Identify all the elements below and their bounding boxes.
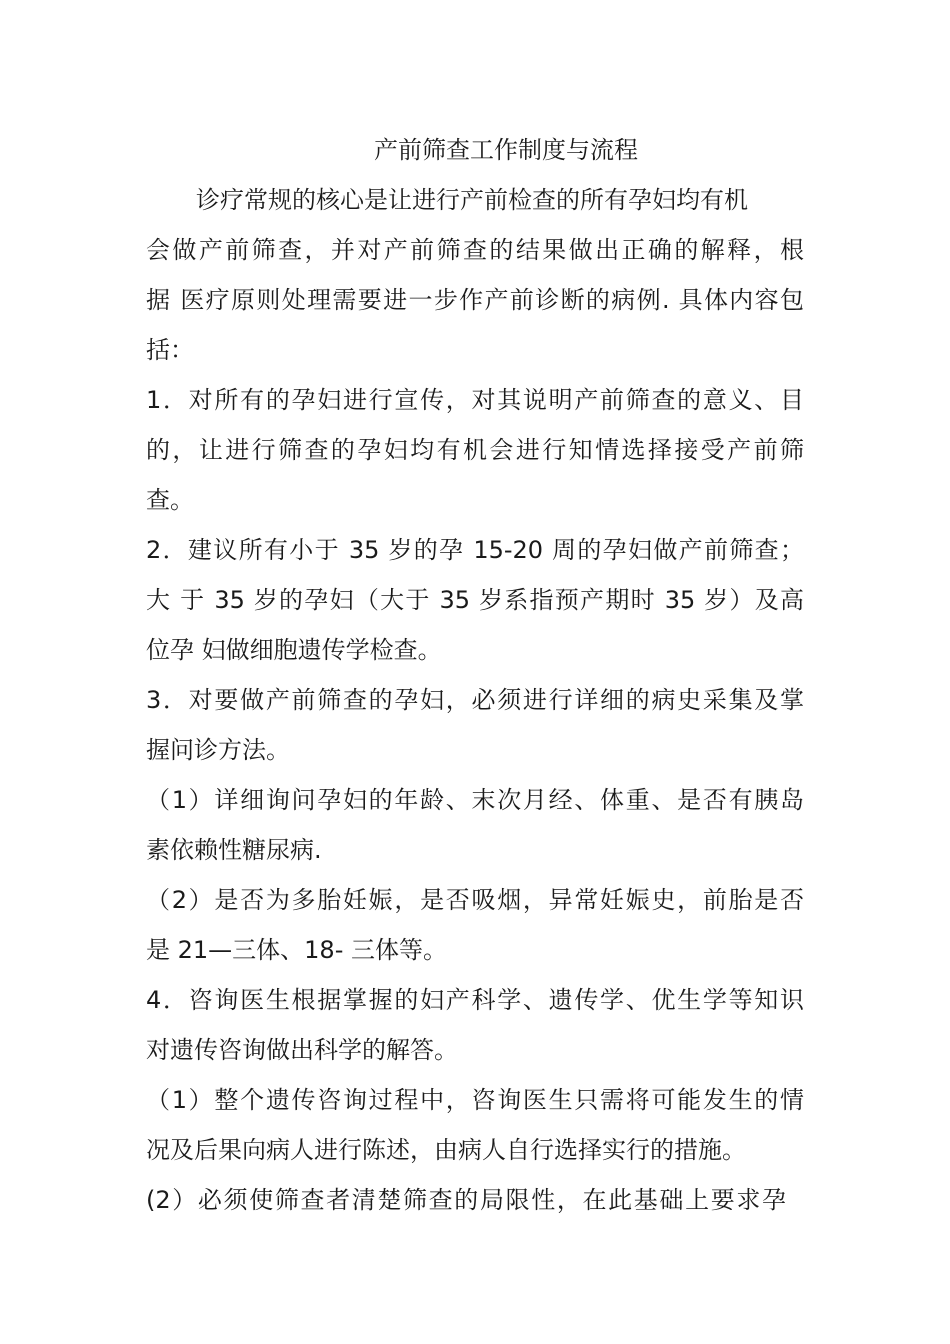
body-line-1: 诊疗常规的核心是让进行产前检查的所有孕妇均有机 xyxy=(196,186,748,214)
list-item-1-line-3: 查。 xyxy=(146,486,194,514)
body-line-3: 据 医疗原则处理需要进一步作产前诊断的病例. 具体内容包 xyxy=(146,286,804,314)
body-line-4: 括： xyxy=(146,336,194,364)
sub-item-4-1-line-1: （1）整个遗传咨询过程中，咨询医生只需将可能发生的情 xyxy=(146,1086,804,1114)
list-item-1-line-2: 的，让进行筛查的孕妇均有机会进行知情选择接受产前筛 xyxy=(146,436,804,464)
sub-item-3-2-line-2: 是 21—三体、18- 三体等。 xyxy=(146,936,447,964)
list-item-3-line-2: 握问诊方法。 xyxy=(146,736,290,764)
list-item-1-line-1: 1．对所有的孕妇进行宣传，对其说明产前筛查的意义、目 xyxy=(146,386,804,414)
sub-item-3-1-line-1: （1）详细询问孕妇的年龄、末次月经、体重、是否有胰岛 xyxy=(146,786,804,814)
document-title: 产前筛查工作制度与流程 xyxy=(374,136,638,164)
sub-item-3-2-line-1: （2）是否为多胎妊娠，是否吸烟，异常妊娠史，前胎是否 xyxy=(146,886,804,914)
sub-item-4-1-line-2: 况及后果向病人进行陈述，由病人自行选择实行的措施。 xyxy=(146,1136,746,1164)
list-item-3-line-1: 3．对要做产前筛查的孕妇，必须进行详细的病史采集及掌 xyxy=(146,686,804,714)
list-item-4-line-1: 4．咨询医生根据掌握的妇产科学、遗传学、优生学等知识 xyxy=(146,986,804,1014)
body-line-2: 会做产前筛查，并对产前筛查的结果做出正确的解释，根 xyxy=(146,236,804,264)
list-item-2-line-2: 大 于 35 岁的孕妇（大于 35 岁系指预产期时 35 岁）及高 xyxy=(146,586,804,614)
sub-item-3-1-line-2: 素依赖性糖尿病. xyxy=(146,836,322,864)
list-item-4-line-2: 对遗传咨询做出科学的解答。 xyxy=(146,1036,458,1064)
sub-item-4-2-line-1: (2）必须使筛查者清楚筛查的局限性，在此基础上要求孕 xyxy=(146,1186,786,1214)
list-item-2-line-1: 2．建议所有小于 35 岁的孕 15-20 周的孕妇做产前筛查； xyxy=(146,536,804,564)
list-item-2-line-3: 位孕 妇做细胞遗传学检查。 xyxy=(146,636,442,664)
